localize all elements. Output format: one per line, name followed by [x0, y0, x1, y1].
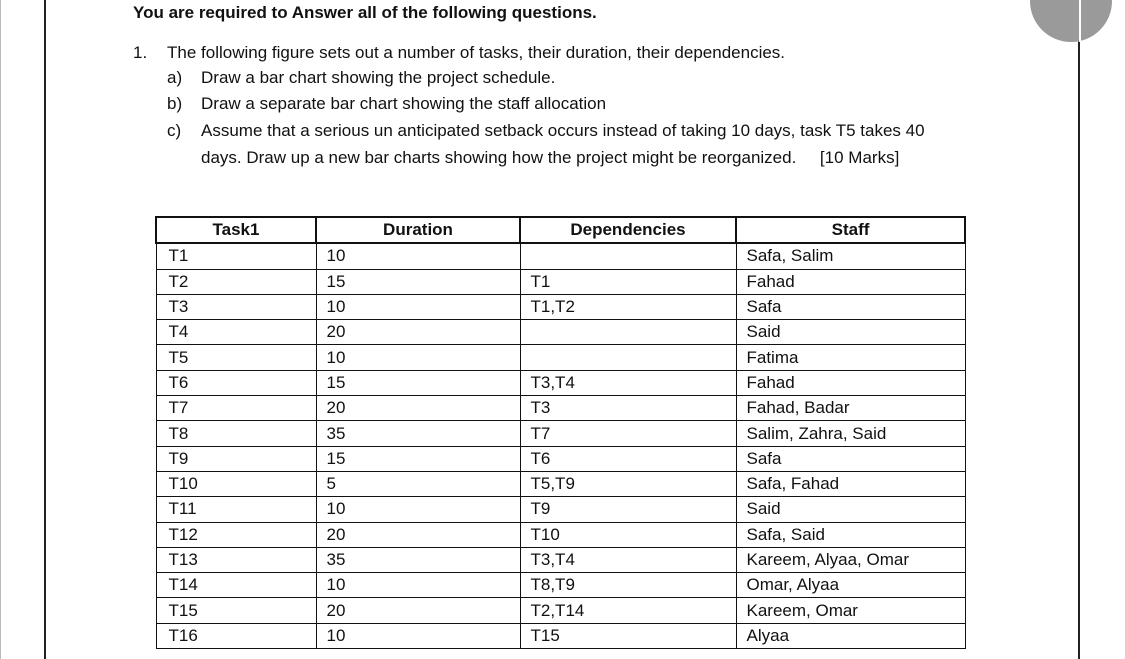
- cell-dependencies: T8,T9: [520, 573, 736, 598]
- cell-duration: 10: [316, 497, 520, 522]
- cell-staff: Salim, Zahra, Said: [736, 421, 965, 446]
- cell-dependencies: [520, 345, 736, 370]
- table-row: [156, 497, 965, 522]
- cell-task: T14: [156, 573, 316, 598]
- table-row: [156, 446, 965, 471]
- cell-staff: Fahad: [736, 370, 965, 395]
- header-staff: Staff: [736, 217, 965, 243]
- cell-staff: Kareem, Alyaa, Omar: [736, 547, 965, 572]
- table-row: [156, 269, 965, 294]
- part-label: b): [167, 94, 183, 113]
- cell-dependencies: T7: [520, 421, 736, 446]
- table-body: [156, 243, 965, 648]
- cell-task: T8: [156, 421, 316, 446]
- table-row: [156, 471, 965, 496]
- table-row: [156, 396, 965, 421]
- scroll-handle-divider: [1079, 0, 1081, 42]
- cell-duration: 35: [316, 421, 520, 446]
- cell-duration: 20: [316, 320, 520, 345]
- table-row: [156, 522, 965, 547]
- cell-dependencies: [520, 243, 736, 269]
- cell-dependencies: T3,T4: [520, 370, 736, 395]
- table-row: [156, 370, 965, 395]
- table-row: [156, 421, 965, 446]
- cell-staff: Fahad, Badar: [736, 396, 965, 421]
- cell-task: T3: [156, 294, 316, 319]
- cell-staff: Said: [736, 320, 965, 345]
- cell-duration: 10: [316, 294, 520, 319]
- cell-dependencies: T3: [520, 396, 736, 421]
- cell-duration: 20: [316, 598, 520, 623]
- cell-staff: Safa, Salim: [736, 243, 965, 269]
- part-text: days. Draw up a new bar charts showing how the project might be reorganized. [10 Marks]: [201, 148, 900, 167]
- cell-task: T7: [156, 396, 316, 421]
- page-border-right: [1078, 0, 1080, 659]
- cell-dependencies: [520, 320, 736, 345]
- cell-task: T13: [156, 547, 316, 572]
- table-row: [156, 598, 965, 623]
- cell-dependencies: T3,T4: [520, 547, 736, 572]
- cell-task: T15: [156, 598, 316, 623]
- cell-duration: 5: [316, 471, 520, 496]
- cell-task: T1: [156, 243, 316, 269]
- cell-task: T12: [156, 522, 316, 547]
- cell-duration: 15: [316, 269, 520, 294]
- table-row: [156, 547, 965, 572]
- cell-dependencies: T15: [520, 623, 736, 648]
- part-text: Draw a separate bar chart showing the staff allocation: [201, 94, 607, 113]
- question-text: The following figure sets out a number of tasks, their duration, their dependencies.: [167, 43, 786, 62]
- cell-duration: 10: [316, 345, 520, 370]
- cell-staff: Omar, Alyaa: [736, 573, 965, 598]
- cell-dependencies: T6: [520, 446, 736, 471]
- cell-dependencies: T10: [520, 522, 736, 547]
- table-row: [156, 243, 965, 269]
- cell-dependencies: T2,T14: [520, 598, 736, 623]
- cell-dependencies: T9: [520, 497, 736, 522]
- table-row: [156, 345, 965, 370]
- part-label: a): [167, 68, 183, 87]
- cell-duration: 10: [316, 623, 520, 648]
- instructions-heading: You are required to Answer all of the following questions.: [133, 3, 597, 22]
- cell-task: T2: [156, 269, 316, 294]
- cell-staff: Safa, Said: [736, 522, 965, 547]
- cell-staff: Said: [736, 497, 965, 522]
- cell-dependencies: T1: [520, 269, 736, 294]
- table-header-row: [156, 217, 965, 243]
- part-label: c): [167, 121, 182, 140]
- cell-duration: 20: [316, 522, 520, 547]
- cell-duration: 15: [316, 446, 520, 471]
- cell-duration: 35: [316, 547, 520, 572]
- table-row: [156, 294, 965, 319]
- cell-duration: 10: [316, 573, 520, 598]
- cell-dependencies: T1,T2: [520, 294, 736, 319]
- part-text: Assume that a serious un anticipated setback occurs instead of taking 10 days, task T5 takes 40: [201, 121, 925, 140]
- table-row: [156, 623, 965, 648]
- viewer-edge: [0, 0, 1, 659]
- cell-task: T6: [156, 370, 316, 395]
- cell-task: T4: [156, 320, 316, 345]
- part-text: Draw a bar chart showing the project schedule.: [201, 68, 556, 87]
- scroll-handle[interactable]: [1030, 0, 1112, 42]
- cell-task: T9: [156, 446, 316, 471]
- task-table: [155, 216, 966, 649]
- question-number: 1.: [133, 43, 148, 62]
- cell-task: T16: [156, 623, 316, 648]
- header-dependencies: Dependencies: [520, 217, 736, 243]
- table-row: [156, 320, 965, 345]
- cell-dependencies: T5,T9: [520, 471, 736, 496]
- cell-staff: Safa: [736, 446, 965, 471]
- cell-task: T5: [156, 345, 316, 370]
- cell-staff: Fahad: [736, 269, 965, 294]
- cell-staff: Safa, Fahad: [736, 471, 965, 496]
- header-task: Task1: [156, 217, 316, 243]
- cell-duration: 10: [316, 243, 520, 269]
- page-border-left: [44, 0, 46, 659]
- table-row: [156, 573, 965, 598]
- cell-duration: 15: [316, 370, 520, 395]
- cell-task: T11: [156, 497, 316, 522]
- cell-staff: Fatima: [736, 345, 965, 370]
- cell-staff: Kareem, Omar: [736, 598, 965, 623]
- header-duration: Duration: [316, 217, 520, 243]
- cell-staff: Alyaa: [736, 623, 965, 648]
- cell-task: T10: [156, 471, 316, 496]
- cell-staff: Safa: [736, 294, 965, 319]
- cell-duration: 20: [316, 396, 520, 421]
